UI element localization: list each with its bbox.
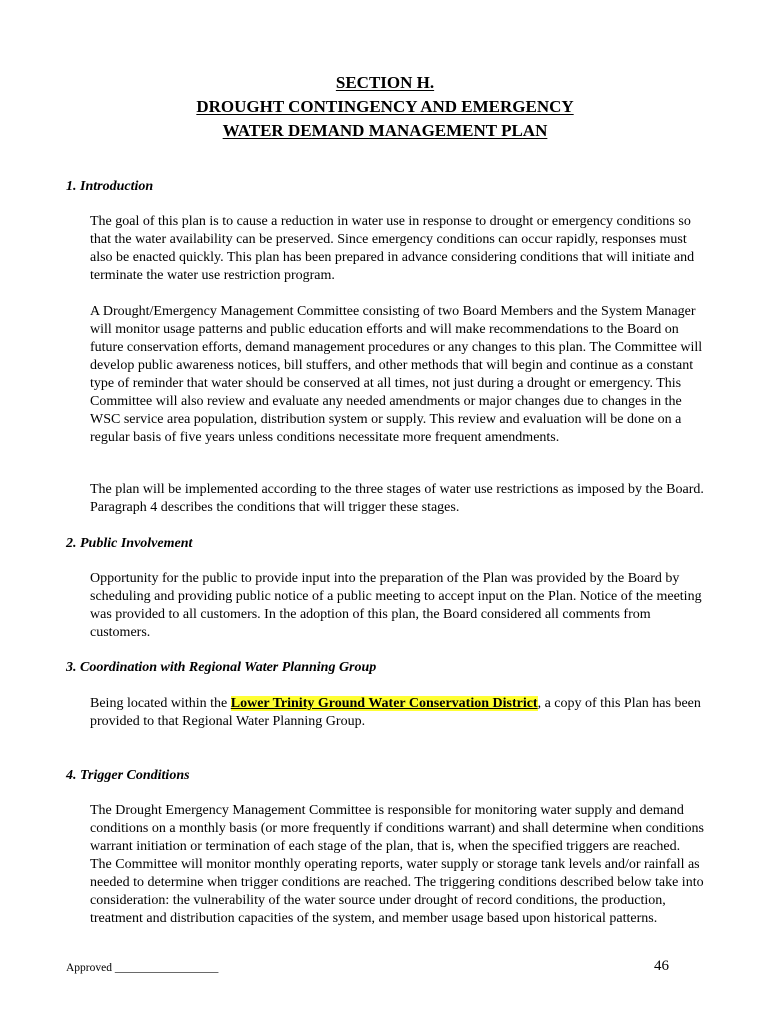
page-title (0, 71, 770, 143)
section-1-paragraph-1: The goal of this plan is to cause a reduction in water use in response to drought or emergency conditions so that the water availability can be preserved. Since emergency conditions can occur rapidly, responses must also be enacted quickly. This plan has been prepared in advance considering conditions that will initiate and terminate the water use restriction program. (90, 214, 695, 283)
section-1-paragraph-2: A Drought/Emergency Management Committee consisting of two Board Members and the System Manager will monitor usage patterns and public education efforts and will make recommendations to the Board on future conservation efforts, demand management procedures or any changes to this plan. The Committee will develop public awareness notices, bill stuffers, and other methods that will begin and continue as a constant type of reminder that water should be conserved at all times, not just during a drought or emergency. This Committee will also review and evaluate any needed amendments or major changes due to changes in the WSC service area population, distribution system or supply. This review and evaluation will be done on a regular basis of five years unless conditions necessitate more frequent amendments. (90, 304, 703, 445)
section-3-text-after: , a copy of this Plan has been provided to that Regional Water Planning Group. (90, 696, 701, 729)
title-line-3: WATER DEMAND MANAGEMENT PLAN (222, 121, 548, 140)
section-3-paragraph-1 (90, 695, 705, 731)
highlighted-district-name: Lower Trinity Ground Water Conservation District (230, 696, 538, 711)
section-2-paragraph-1: Opportunity for the public to provide input into the preparation of the Plan was provided by the Board by scheduling and providing public notice of a public meeting to accept input on the Plan. Notice of the meeting was provided to all customers. In the adoption of this plan, the Board considered all comments from customers. (90, 571, 702, 640)
section-1-heading: 1. Introduction (66, 179, 154, 194)
section-3-heading: 3. Coordination with Regional Water Planning Group (66, 660, 377, 675)
page-number: 46 (654, 958, 669, 974)
section-4-heading: 4. Trigger Conditions (66, 768, 190, 783)
section-1-paragraph-3: The plan will be implemented according to the three stages of water use restrictions as imposed by the Board. Paragraph 4 describes the conditions that will trigger these stages. (90, 482, 704, 515)
section-2-heading: 2. Public Involvement (66, 536, 193, 551)
section-4-paragraph-1: The Drought Emergency Management Committee is responsible for monitoring water supply and demand conditions on a monthly basis (or more frequently if conditions warrant) and shall determine when conditions warrant initiation or termination of each stage of the plan, that is, when the specified triggers are reached. The Committee will monitor monthly operating reports, water supply or storage tank levels and/or rainfall as needed to determine when trigger conditions are reached. The triggering conditions described below take into consideration: the vulnerability of the water source under drought of record conditions, the production, treatment and distribution capacities of the system, and member usage based upon historical patterns. (90, 803, 704, 926)
section-3-text-before: Being located within the (90, 696, 231, 711)
approved-signature-line: Approved __________________ (66, 962, 219, 974)
title-line-1: SECTION H. (335, 73, 435, 92)
title-line-2: DROUGHT CONTINGENCY AND EMERGENCY (196, 97, 574, 116)
